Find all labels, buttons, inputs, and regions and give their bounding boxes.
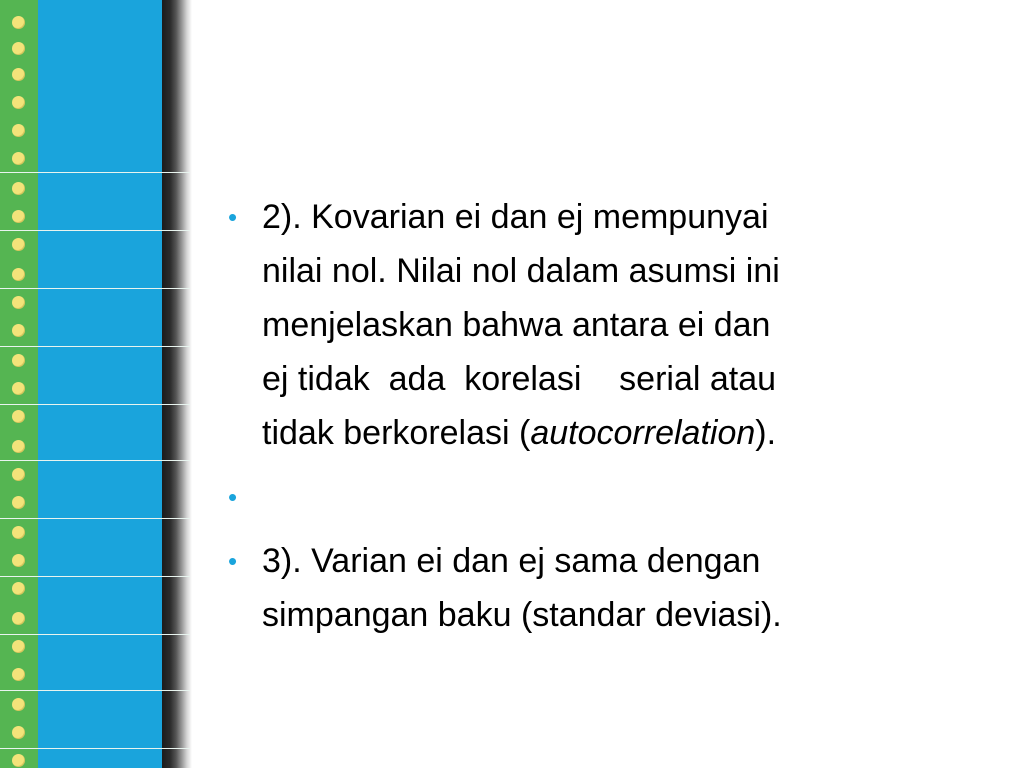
dot-icon (12, 268, 25, 281)
dot-icon (12, 468, 25, 481)
bullet-text-line (262, 406, 968, 460)
dot-icon (12, 210, 25, 223)
dot-icon (12, 526, 25, 539)
divider (0, 404, 190, 405)
dot-icon (12, 42, 25, 55)
dot-icon (12, 668, 25, 681)
divider (0, 172, 190, 173)
dot-icon (12, 124, 25, 137)
divider (0, 690, 190, 691)
dot-icon (12, 238, 25, 251)
divider (0, 748, 190, 749)
bullet-item-empty (228, 470, 968, 524)
dot-icon (12, 754, 25, 767)
decorative-border (0, 0, 192, 768)
dot-icon (12, 68, 25, 81)
dot-icon (12, 324, 25, 337)
bullet-text-segment: ). (755, 414, 777, 452)
dot-icon (12, 612, 25, 625)
dot-icon (12, 640, 25, 653)
bullet-text-line: simpangan baku (standar deviasi). (262, 596, 782, 634)
dot-icon (12, 16, 25, 29)
bullet-text-line: menjelaskan bahwa antara ei dan (262, 306, 771, 344)
dot-icon (12, 410, 25, 423)
dot-icon (12, 296, 25, 309)
bullet-text-segment: tidak berkorelasi ( (262, 414, 531, 452)
divider (0, 576, 190, 577)
dot-icon (12, 440, 25, 453)
divider (0, 288, 190, 289)
bullet-item (228, 534, 968, 642)
dot-icon (12, 726, 25, 739)
bullet-text-line: ej tidak ada korelasi serial atau (262, 360, 777, 398)
dot-icon (12, 582, 25, 595)
divider (0, 518, 190, 519)
dot-icon (12, 96, 25, 109)
bullet-text-line: 2). Kovarian ei dan ej mempunyai (262, 198, 769, 236)
slide-content (228, 190, 968, 652)
divider (0, 346, 190, 347)
bullet-item (228, 190, 968, 460)
divider (0, 230, 190, 231)
dot-icon (12, 698, 25, 711)
dot-icon (12, 382, 25, 395)
dot-icon (12, 496, 25, 509)
divider (0, 460, 190, 461)
bullet-text-line: 3). Varian ei dan ej sama dengan (262, 542, 761, 580)
bullet-icon: • (228, 482, 238, 512)
blue-band (38, 0, 162, 768)
bullet-icon: • (228, 202, 238, 232)
bullet-icon: • (228, 546, 238, 576)
dot-icon (12, 182, 25, 195)
dot-icon (12, 354, 25, 367)
dot-icon (12, 152, 25, 165)
divider (0, 634, 190, 635)
bullet-list (228, 190, 968, 642)
dot-icon (12, 554, 25, 567)
shadow-band (162, 0, 192, 768)
dot-strip (0, 0, 38, 768)
bullet-text-line: nilai nol. Nilai nol dalam asumsi ini (262, 252, 780, 290)
italic-term: autocorrelation (530, 414, 756, 452)
